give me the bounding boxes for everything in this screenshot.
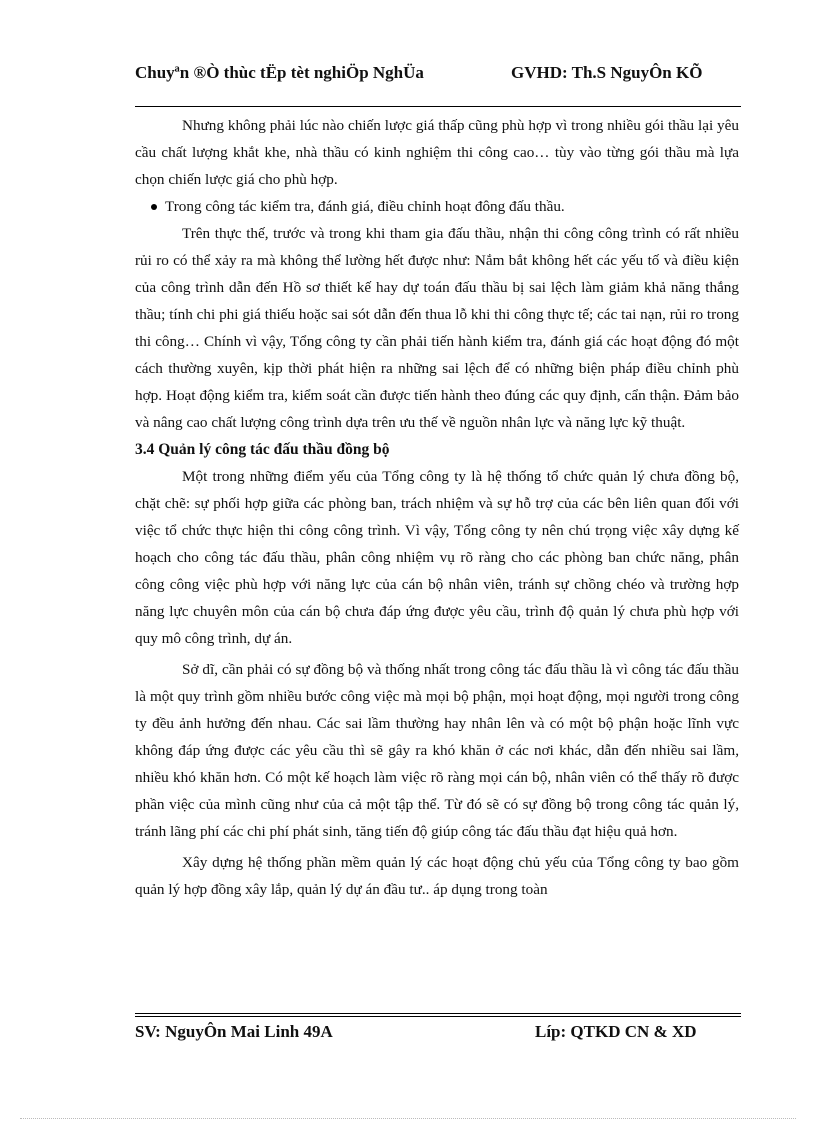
bullet-item (135, 193, 739, 220)
header-rule (135, 106, 741, 107)
paragraph: Nhưng không phải lúc nào chiến lược giá thấp cũng phù hợp vì trong nhiều gói thầu lại yêu cầu chất lượng khắt khe, nhà thầu có kinh nghiệm thi công cao… tùy vào từng gói thầu mà lựa chọn chiến lược giá cho phù hợp. (135, 117, 739, 188)
page-edge-divider (20, 1118, 796, 1119)
paragraph: Một trong những điểm yếu của Tổng công ty là hệ thống tổ chức quản lý chưa đồng bộ, chặt chẽ: sự phối hợp giữa các phòng ban, trách nhiệm và sự hỗ trợ của các bên liên quan đối với việc tổ chức thực hiện thi công công trình. Vì vậy, Tổng công ty nên chú trọng việc xây dựng kế hoạch cho công tác đấu thầu, phân công nhiệm vụ rõ ràng cho các phòng ban chức năng, phân công công việc phù hợp với năng lực của cán bộ nhân viên, tránh sự chồng chéo và trường hợp năng lực chuyên môn của cán bộ chưa đáp ứng được yêu cầu, trình độ quản lý chưa phù hợp với quy mô công trình, dự án. (135, 468, 739, 647)
header-thesis-title: Chuyªn ®Ò thùc tËp tèt nghiÖp NghÜa (135, 63, 424, 82)
footer-student: SV: NguyÔn Mai Linh 49A (135, 1022, 333, 1041)
page-body (135, 112, 739, 903)
bullet-dot-icon (151, 204, 157, 210)
footer-class: Líp: QTKD CN & XD (535, 1022, 697, 1041)
paragraph: Sở dĩ, cần phải có sự đồng bộ và thống nhất trong công tác đấu thầu là vì công tác đấu thầu là một quy trình gồm nhiều bước công việc mà mọi bộ phận, mọi hoạt động, mọi người trong công ty đều ảnh hưởng đến nhau. Các sai lầm thường hay nhân lên và có một bộ phận hoặc lĩnh vực không đáp ứng được các yêu cầu thì sẽ gây ra khó khăn ở các nơi khác, dẫn đến nhiều sai lầm, nhiều khó khăn hơn. Có một kế hoạch làm việc rõ ràng mọi cán bộ, nhân viên có thể thấy rõ được phần việc của mình cũng như của cả một tập thể. Từ đó sẽ có sự đồng bộ trong công tác quản lý, tránh lãng phí các chi phí phát sinh, tăng tiến độ giúp công tác đấu thầu đạt hiệu quả hơn. (135, 661, 739, 840)
paragraph: Xây dựng hệ thống phần mềm quản lý các hoạt động chủ yếu của Tổng công ty bao gồm quản lý hợp đồng xây lắp, quản lý dự án đầu tư.. áp dụng trong toàn (135, 854, 739, 898)
bullet-text: Trong công tác kiểm tra, đánh giá, điều chỉnh hoạt đông đấu thầu. (165, 198, 565, 215)
section-heading: 3.4 Quản lý công tác đấu thầu đồng bộ (135, 441, 390, 458)
footer-rule-bottom (135, 1016, 741, 1017)
paragraph: Trên thực thế, trước và trong khi tham gia đấu thầu, nhận thi công công trình có rất nhiều rủi ro có thể xảy ra mà không thể lường hết được như: Nắm bắt không hết các yếu tố và điều kiện của công trình dẫn đến Hồ sơ thiết kế hay dự toán đấu thầu bị sai lệch làm giảm khả năng thắng thầu; tính chi phi giá thiếu hoặc sai sót dẫn đến thua lỗ khi thi công thực tế; các tai nạn, rủi ro trong thi công… Chính vì vậy, Tổng công ty cần phải tiến hành kiểm tra, đánh giá các hoạt động đó một cách thường xuyên, kịp thời phát hiện ra những sai lệch để có những biện pháp điều chỉnh phù hợp. Hoạt động kiểm tra, kiểm soát cần được tiến hành theo đúng các quy định, cẩn thận. Đảm bảo và nâng cao chất lượng công trình dựa trên ưu thế về nguồn nhân lực và năng lực kỹ thuật. (135, 225, 739, 431)
footer-rule-top (135, 1013, 741, 1014)
header-advisor: GVHD: Th.S NguyÔn KÕ (511, 63, 703, 82)
